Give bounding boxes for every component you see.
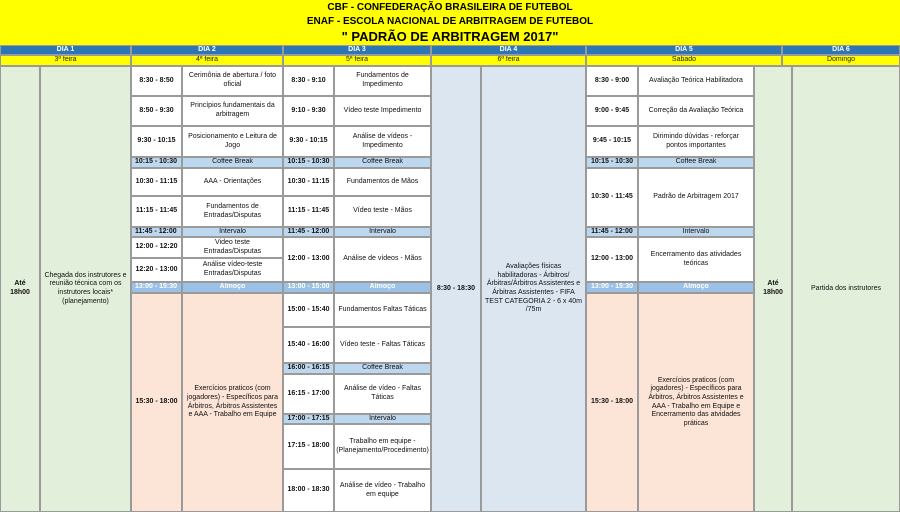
dia2-activity: Fundamentos de Entradas/Disputas	[182, 196, 283, 227]
dia2-time: 13:00 - 15:30	[131, 282, 182, 293]
weekday-header-1: 3ª feira	[0, 55, 131, 66]
dia2-time: 12:00 - 12:20	[131, 237, 182, 258]
dia3-time: 15:00 - 15:40	[283, 293, 334, 327]
dia3-activity: Intervalo	[334, 414, 431, 424]
dia2-time: 11:45 - 12:00	[131, 227, 182, 237]
dia4-time: 8:30 - 18:30	[431, 66, 481, 512]
dia3-activity: Intervalo	[334, 227, 431, 237]
dia3-activity: Fundamentos Faltas Táticas	[334, 293, 431, 327]
weekday-header-3: 5ª feira	[283, 55, 431, 66]
dia2-activity: AAA - Orientações	[182, 168, 283, 196]
dia5-time: 10:15 - 10:30	[586, 157, 638, 168]
dia2-time: 8:30 - 8:50	[131, 66, 182, 96]
dia5-activity: Correção da Avaliação Teórica	[638, 96, 754, 126]
dia3-activity: Análise de vídeo - Faltas Táticas	[334, 374, 431, 414]
dia3-time: 11:45 - 12:00	[283, 227, 334, 237]
weekday-header-2: 4ª feira	[131, 55, 283, 66]
dia3-time: 9:10 - 9:30	[283, 96, 334, 126]
dia3-time: 8:30 - 9:10	[283, 66, 334, 96]
dia6-activity: Partida dos instrutores	[792, 66, 900, 512]
dia3-activity: Análise de vídeo - Trabalho em equipe	[334, 469, 431, 512]
dia3-activity: Vídeo teste - Faltas Táticas	[334, 327, 431, 363]
dia3-activity: Coffee Break	[334, 363, 431, 374]
dia2-time: 12:20 - 13:00	[131, 258, 182, 282]
dia2-activity: Intervalo	[182, 227, 283, 237]
dia5-activity: Avaliação Teórica Habilitadora	[638, 66, 754, 96]
day-header-1: DIA 1	[0, 45, 131, 55]
dia2-time: 8:50 - 9:30	[131, 96, 182, 126]
dia5-time: 8:30 - 9:00	[586, 66, 638, 96]
dia5-activity: Coffee Break	[638, 157, 754, 168]
dia3-time: 18:00 - 18:30	[283, 469, 334, 512]
dia2-time: 9:30 - 10:15	[131, 126, 182, 157]
dia5-time: 9:00 - 9:45	[586, 96, 638, 126]
dia2-activity: Análise vídeo-teste Entradas/Disputas	[182, 258, 283, 282]
dia3-activity: Vídeo teste Impedimento	[334, 96, 431, 126]
dia3-time: 9:30 - 10:15	[283, 126, 334, 157]
dia3-time: 17:15 - 18:00	[283, 424, 334, 469]
dia3-activity: Vídeo teste - Mãos	[334, 196, 431, 227]
dia2-activity: Cerimônia de abertura / foto oficial	[182, 66, 283, 96]
day-header-6: DIA 6	[782, 45, 900, 55]
dia5-activity: Padrão de Arbitragem 2017	[638, 168, 754, 227]
day-header-5: DIA 5	[586, 45, 782, 55]
dia5-time: 11:45 - 12:00	[586, 227, 638, 237]
dia5-activity: Exercícios praticos (com jogadores) - Específicos para Árbitros, Árbitros Assistentes e AAA - Trabalho em Equipe e Encerramento das atvidades práticas	[638, 293, 754, 512]
dia3-time: 16:15 - 17:00	[283, 374, 334, 414]
day-header-2: DIA 2	[131, 45, 283, 55]
dia3-activity: Análise de vídeos - Mãos	[334, 237, 431, 282]
dia3-activity: Fundamentos de Impedimento	[334, 66, 431, 96]
dia2-activity: Exercícios praticos (com jogadores) - Específicos para Árbitros, Árbitros Assistentes e AAA - Trabalho em Equipe	[182, 293, 283, 512]
dia3-time: 13:00 - 15:00	[283, 282, 334, 293]
dia1-time: Até 18h00	[0, 66, 40, 512]
dia3-time: 12:00 - 13:00	[283, 237, 334, 282]
weekday-header-5: Sabado	[586, 55, 782, 66]
dia3-activity: Almoço	[334, 282, 431, 293]
dia5-activity: Encerramento das atividades teóricas	[638, 237, 754, 282]
dia3-time: 10:15 - 10:30	[283, 157, 334, 168]
day-header-4: DIA 4	[431, 45, 586, 55]
weekday-header-4: 6ª feira	[431, 55, 586, 66]
dia3-activity: Fundamentos de Mãos	[334, 168, 431, 196]
dia3-activity: Trabalho em equipe - (Planejamento/Procedimento)	[334, 424, 431, 469]
dia5-time: 15:30 - 18:00	[586, 293, 638, 512]
dia2-activity: Princípios fundamentais da arbitragem	[182, 96, 283, 126]
dia3-time: 11:15 - 11:45	[283, 196, 334, 227]
dia2-time: 10:15 - 10:30	[131, 157, 182, 168]
dia3-time: 16:00 - 16:15	[283, 363, 334, 374]
dia3-activity: Análise de vídeos - Impedimento	[334, 126, 431, 157]
org-title: CBF - CONFEDERAÇÃO BRASILEIRA DE FUTEBOL	[327, 2, 573, 13]
dia3-time: 17:00 - 17:15	[283, 414, 334, 424]
dia5-activity: Dirimindo dúvidas - reforçar pontos importantes	[638, 126, 754, 157]
dia5-activity: Intervalo	[638, 227, 754, 237]
school-title: ENAF - ESCOLA NACIONAL DE ARBITRAGEM DE FUTEBOL	[306, 16, 594, 27]
dia3-activity: Coffee Break	[334, 157, 431, 168]
day-header-3: DIA 3	[283, 45, 431, 55]
dia2-time: 11:15 - 11:45	[131, 196, 182, 227]
dia2-activity: Almoço	[182, 282, 283, 293]
dia5-activity: Almoço	[638, 282, 754, 293]
dia3-time: 10:30 - 11:15	[283, 168, 334, 196]
dia5-time: 10:30 - 11:45	[586, 168, 638, 227]
dia3-time: 15:40 - 16:00	[283, 327, 334, 363]
event-title: " PADRÃO DE ARBITRAGEM 2017"	[341, 29, 559, 44]
dia1-activity: Chegada dos instrutores e reunião técnica com os instrutores locais* (planejamento)	[40, 66, 131, 512]
dia2-time: 10:30 - 11:15	[131, 168, 182, 196]
dia2-time: 15:30 - 18:00	[131, 293, 182, 512]
dia6-time: Até 18h00	[754, 66, 792, 512]
dia2-activity: Video teste Entradas/Disputas	[182, 237, 283, 258]
dia2-activity: Posicionamento e Leitura de Jogo	[182, 126, 283, 157]
dia5-time: 13:00 - 15:30	[586, 282, 638, 293]
dia5-time: 12:00 - 13:00	[586, 237, 638, 282]
weekday-header-6: Domingo	[782, 55, 900, 66]
dia5-time: 9:45 - 10:15	[586, 126, 638, 157]
dia4-activity: Avaliações físicas habilitadoras - Árbitros/Árbitras/Árbitros Assistentes e Árbitras Assistentes - FIFA TEST CATEGORIA 2 - 6 x 40m /75m	[481, 66, 586, 512]
dia2-activity: Coffee Break	[182, 157, 283, 168]
